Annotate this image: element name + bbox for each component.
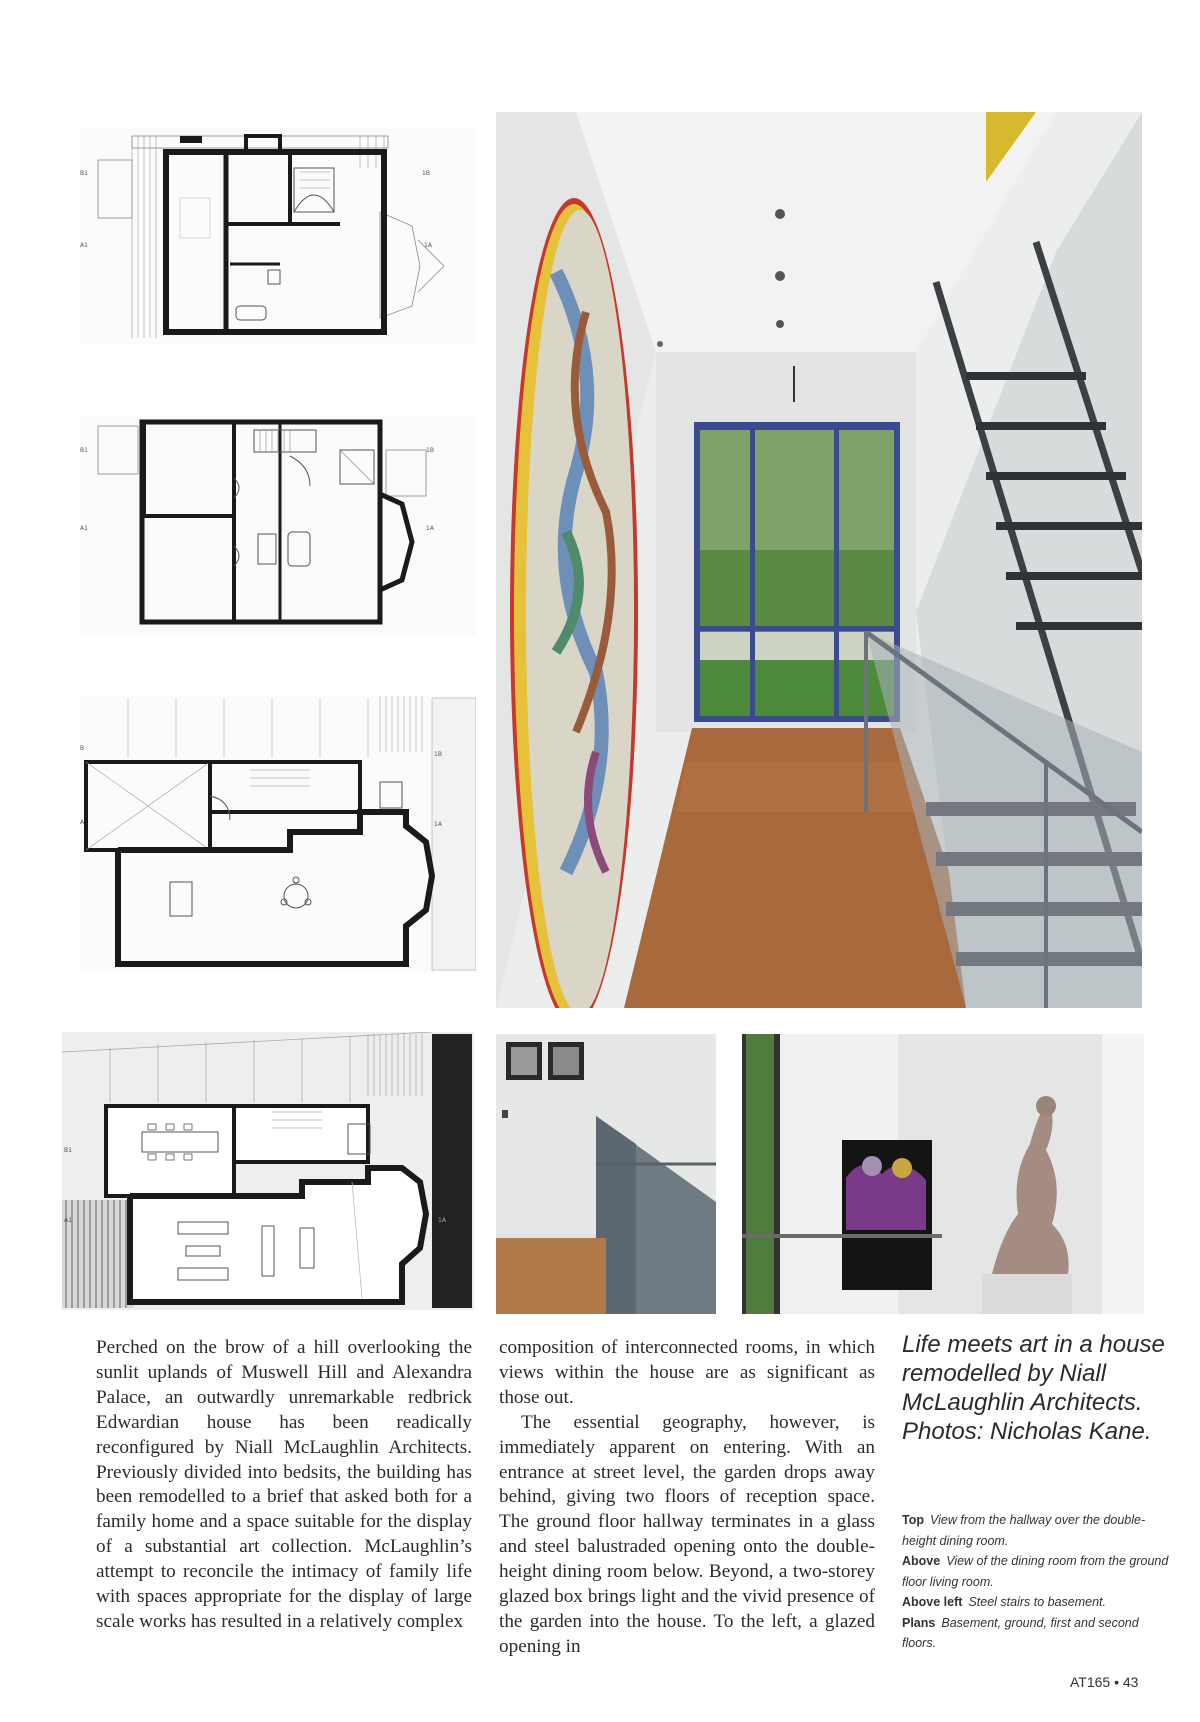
- caption-top: Top View from the hallway over the double-height dining room.: [902, 1513, 1146, 1548]
- plan-ground-floor: [80, 696, 476, 972]
- photo-captions: [902, 1510, 1172, 1654]
- svg-text:B1: B1: [80, 170, 88, 177]
- svg-text:A1: A1: [80, 242, 88, 249]
- page-folio: AT165 • 43: [1070, 1674, 1139, 1690]
- svg-text:A1: A1: [80, 525, 88, 532]
- photo-steel-stairs: [496, 1034, 716, 1314]
- article-paragraph: Perched on the brow of a hill overlooking the sunlit uplands of Muswell Hill and Alexandra Palace, an outwardly unremarkable redbrick Edwardian house has been readically reconfigured by Niall McLaughlin Architects. Previously divided into bedsits, the building has been remodelled to a brief that asked both for a family home and a space suitable for the display of a substantial art collection. McLaughlin’s attempt to reconcile the intimacy of family life with spaces appropriate for the display of large scale works has resulted in a relatively complex: [96, 1337, 472, 1632]
- svg-text:B1: B1: [80, 447, 88, 454]
- article-paragraph: composition of interconnected rooms, in which views within the house are as significant as those out.: [499, 1337, 875, 1408]
- photo-dining-room: [742, 1034, 1144, 1314]
- caption-above: Above View of the dining room from the ground floor living room.: [902, 1554, 1169, 1589]
- caption-above-left: Above left Steel stairs to basement.: [902, 1595, 1107, 1609]
- plan-basement: [62, 1032, 474, 1310]
- svg-text:A1: A1: [64, 1217, 72, 1224]
- caption-plans: Plans Basement, ground, first and second floors.: [902, 1615, 1139, 1650]
- svg-text:1A: 1A: [438, 1217, 446, 1224]
- article-paragraph: The essential geography, however, is immediately apparent on entering. With an entrance at street level, the garden drops away behind, giving two floors of reception space. The ground floor hallway terminates in a glass and steel balustraded opening onto the double-height dining room below. Beyond, a two-storey glazed box brings light and the vivid presence of the garden into the house. To the left, a glazed opening in: [499, 1411, 875, 1657]
- svg-text:A: A: [80, 819, 85, 826]
- plan-second-floor: [80, 128, 476, 344]
- article-column-1: [96, 1336, 472, 1635]
- svg-text:1B: 1B: [434, 751, 442, 758]
- svg-text:1A: 1A: [434, 821, 442, 828]
- svg-text:1A: 1A: [426, 525, 434, 532]
- svg-text:B: B: [80, 745, 85, 752]
- svg-text:B1: B1: [64, 1147, 72, 1154]
- standfirst-headline: Life meets art in a house remodelled by Niall McLaughlin Architects. Photos: Nicholas Kane.: [902, 1331, 1165, 1445]
- article-column-2: [499, 1336, 875, 1660]
- svg-text:1B: 1B: [422, 170, 430, 177]
- svg-text:1B: 1B: [426, 447, 434, 454]
- photo-hallway-dining-room: [496, 112, 1142, 1008]
- plan-first-floor: [80, 416, 476, 636]
- svg-text:1A: 1A: [424, 242, 432, 249]
